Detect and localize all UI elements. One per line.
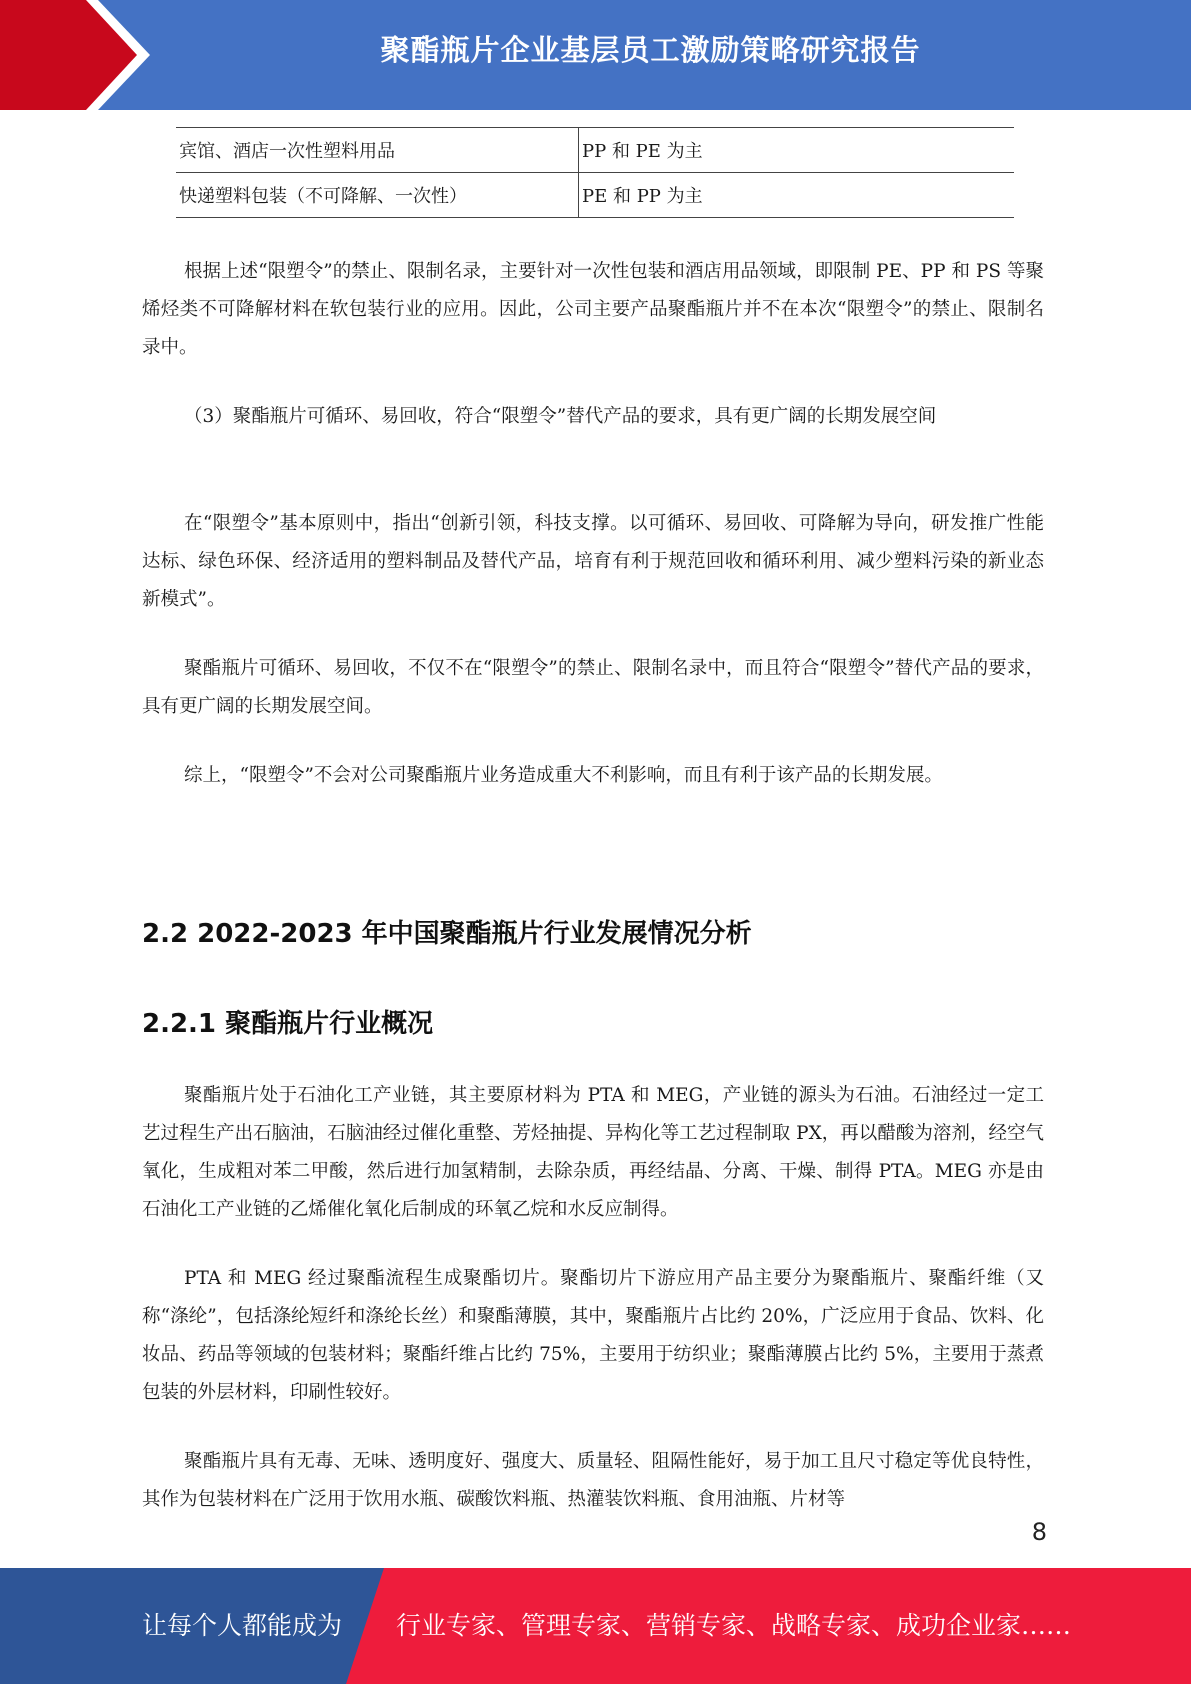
table-cell: PP 和 PE 为主 — [579, 128, 1015, 173]
continued-table — [176, 127, 1014, 218]
table-row — [176, 173, 1014, 218]
paragraph: 根据上述“限塑令”的禁止、限制名录，主要针对一次性包装和酒店用品领域，即限制 PE、PP 和 PS 等聚烯烃类不可降解材料在软包装行业的应用。因此，公司主要产品聚酯瓶片并不在本次“限塑令”的禁止、限制名录中。 — [142, 261, 1044, 358]
table-cell: 快递塑料包装（不可降解、一次性） — [176, 173, 579, 218]
paragraph: 聚酯瓶片具有无毒、无味、透明度好、强度大、质量轻、阻隔性能好，易于加工且尺寸稳定等优良特性，其作为包装材料在广泛用于饮用水瓶、碳酸饮料瓶、热灌装饮料瓶、食用油瓶、片材等 — [142, 1451, 1044, 1510]
section-heading: 2.2 2022-2023 年中国聚酯瓶片行业发展情况分析 — [142, 919, 752, 949]
header-title: 聚酯瓶片企业基层员工激励策略研究报告 — [380, 33, 921, 67]
page-header — [0, 0, 1191, 110]
paragraph: 聚酯瓶片可循环、易回收，不仅不在“限塑令”的禁止、限制名录中，而且符合“限塑令”替代产品的要求，具有更广阔的长期发展空间。 — [142, 658, 1044, 717]
table-cell: PE 和 PP 为主 — [579, 173, 1015, 218]
page-number: 8 — [1031, 1518, 1047, 1546]
paragraph-subsection: （3）聚酯瓶片可循环、易回收，符合“限塑令”替代产品的要求，具有更广阔的长期发展空间 — [184, 406, 937, 427]
table-row — [176, 128, 1014, 173]
paragraph: 聚酯瓶片处于石油化工产业链，其主要原材料为 PTA 和 MEG，产业链的源头为石油。石油经过一定工艺过程生产出石脑油，石脑油经过催化重整、芳烃抽提、异构化等工艺过程制取 PX，再以醋酸为溶剂，经空气氧化，生成粗对苯二甲酸，然后进行加氢精制，去除杂质，再经结晶、分离、干燥、制得 PTA。MEG 亦是由石油化工产业链的乙烯催化氧化后制成的环氧乙烷和水反应制得。 — [142, 1085, 1044, 1220]
footer-slogan-right: 行业专家、管理专家、营销专家、战略专家、成功企业家…… — [396, 1611, 1072, 1640]
footer-slogan-left: 让每个人都能成为 — [142, 1611, 343, 1640]
paragraph: 综上，“限塑令”不会对公司聚酯瓶片业务造成重大不利影响，而且有利于该产品的长期发展。 — [184, 765, 943, 786]
paragraph: 在“限塑令”基本原则中，指出“创新引领，科技支撑。以可循环、易回收、可降解为导向，研发推广性能达标、绿色环保、经济适用的塑料制品及替代产品，培育有利于规范回收和循环利用、减少塑料污染的新业态新模式”。 — [142, 513, 1044, 610]
table-cell: 宾馆、酒店一次性塑料用品 — [176, 128, 579, 173]
subsection-heading: 2.2.1 聚酯瓶片行业概况 — [142, 1009, 434, 1039]
page-footer — [0, 1568, 1191, 1684]
paragraph: PTA 和 MEG 经过聚酯流程生成聚酯切片。聚酯切片下游应用产品主要分为聚酯瓶片、聚酯纤维（又称“涤纶”，包括涤纶短纤和涤纶长丝）和聚酯薄膜，其中，聚酯瓶片占比约 20%，广泛应用于食品、饮料、化妆品、药品等领域的包装材料；聚酯纤维占比约 75%，主要用于纺织业；聚酯薄膜占比约 5%，主要用于蒸煮包装的外层材料，印刷性较好。 — [142, 1268, 1044, 1403]
